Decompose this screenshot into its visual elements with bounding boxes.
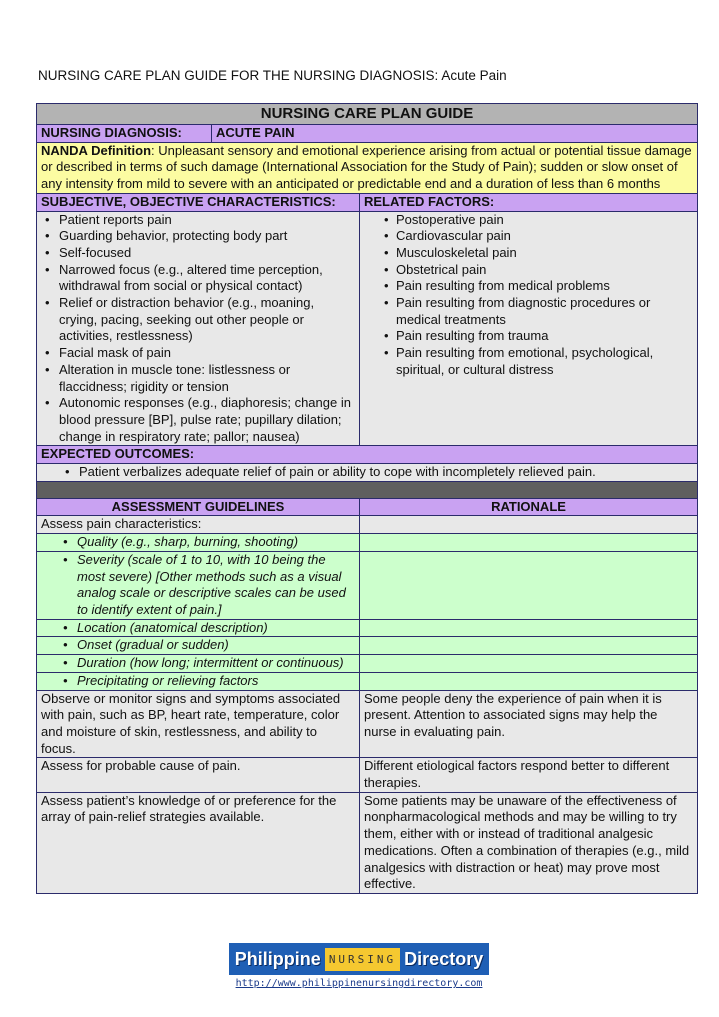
rationale-empty <box>360 516 698 534</box>
outcomes-header: EXPECTED OUTCOMES: <box>37 446 698 464</box>
related-factor-item: • Pain resulting from emotional, psychological, spiritual, or cultural distress <box>364 345 693 378</box>
rationale-empty <box>360 619 698 637</box>
rationale-empty <box>360 672 698 690</box>
characteristics-cell <box>37 211 360 446</box>
pain-characteristic-text: • Precipitating or relieving factors <box>59 673 355 690</box>
rationale-empty <box>360 655 698 673</box>
nanda-definition <box>37 142 698 193</box>
related-factors-header: RELATED FACTORS: <box>360 193 698 211</box>
definition-text: : Unpleasant sensory and emotional experience arising from actual or potential tissue damage or described in terms of such damage (International Association for the Study of Pain); sudden or slow onset of any intensity from mild to severe with an anticipated or predictable end and a duration of less than 6 months <box>41 142 692 192</box>
pain-characteristics-intro: Assess pain characteristics: <box>37 516 360 534</box>
related-factor-item: • Postoperative pain <box>364 212 693 229</box>
related-factors-cell <box>360 211 698 446</box>
characteristic-item: • Alteration in muscle tone: listlessness or flaccidness; rigidity or tension <box>41 362 355 395</box>
rationale-text: Some people deny the experience of pain when it is present. Attention to associated signs may help the nurse in evaluating pain. <box>360 690 698 758</box>
diagnosis-label: NURSING DIAGNOSIS: <box>37 125 212 143</box>
assessment-row <box>37 758 698 792</box>
pain-characteristic-text: • Duration (how long; intermittent or continuous) <box>59 655 355 672</box>
related-factor-item: • Pain resulting from medical problems <box>364 278 693 295</box>
assessment-row <box>37 690 698 758</box>
guide-title: NURSING CARE PLAN GUIDE <box>37 104 698 125</box>
pain-characteristic <box>37 534 360 552</box>
related-factor-item: • Pain resulting from diagnostic procedures or medical treatments <box>364 295 693 328</box>
pain-characteristic-row <box>37 619 698 637</box>
characteristic-item: • Autonomic responses (e.g., diaphoresis; change in blood pressure [BP], pulse rate; pupillary dilation; change in respiratory rate; pallor; nausea) <box>41 395 355 445</box>
rationale-header: RATIONALE <box>360 498 698 516</box>
pain-characteristic-row <box>37 655 698 673</box>
care-plan-table <box>36 103 698 894</box>
characteristic-item: • Patient reports pain <box>41 212 355 229</box>
characteristic-item: • Relief or distraction behavior (e.g., moaning, crying, pacing, seeking out other people or activities, restlessness) <box>41 295 355 345</box>
pain-characteristic <box>37 672 360 690</box>
pain-characteristic <box>37 637 360 655</box>
pain-characteristic-row <box>37 672 698 690</box>
rationale-text: Some patients may be unaware of the effectiveness of nonpharmacological methods and may be willing to try them, either with or instead of traditional analgesic medications. Often a combination of therapies (e.g., mild analgesics with distraction or heat) may prove most effective. <box>360 792 698 893</box>
outcomes-cell <box>37 464 698 482</box>
diagnosis-value: ACUTE PAIN <box>212 125 698 143</box>
related-factor-item: • Cardiovascular pain <box>364 228 693 245</box>
characteristic-item: • Facial mask of pain <box>41 345 355 362</box>
assessment-text: Observe or monitor signs and symptoms associated with pain, such as BP, heart rate, temperature, color and moisture of skin, restlessness, and ability to focus. <box>37 690 360 758</box>
pain-characteristic-text: • Onset (gradual or sudden) <box>59 637 355 654</box>
definition-label: NANDA Definition <box>41 142 152 158</box>
pain-characteristic-text: • Severity (scale of 1 to 10, with 10 being the most severe) [Other methods such as a visual analog scale or descriptive scales can be used to identify extent of pain.] <box>59 552 355 619</box>
characteristic-item: • Narrowed focus (e.g., altered time perception, withdrawal from social or physical contact) <box>41 262 355 295</box>
pain-characteristic-row <box>37 637 698 655</box>
pain-characteristic <box>37 619 360 637</box>
assessment-text: Assess for probable cause of pain. <box>37 758 360 792</box>
rationale-empty <box>360 534 698 552</box>
pain-characteristic-row <box>37 551 698 619</box>
rationale-text: Different etiological factors respond better to different therapies. <box>360 758 698 792</box>
assessment-text: Assess patient’s knowledge of or preference for the array of pain-relief strategies available. <box>37 792 360 893</box>
logo-url[interactable]: http://www.philippinenursingdirectory.com <box>235 978 483 989</box>
characteristic-item: • Self-focused <box>41 245 355 262</box>
document-title: NURSING CARE PLAN GUIDE FOR THE NURSING DIAGNOSIS: Acute Pain <box>38 68 507 83</box>
separator-band <box>37 481 698 498</box>
characteristics-header: SUBJECTIVE, OBJECTIVE CHARACTERISTICS: <box>37 193 360 211</box>
related-factor-item: • Pain resulting from trauma <box>364 328 693 345</box>
assessment-row <box>37 792 698 893</box>
characteristic-item: • Guarding behavior, protecting body part <box>41 228 355 245</box>
philippine-nursing-directory-logo: Philippine NURSING Directory <box>229 943 489 975</box>
assessment-header: ASSESSMENT GUIDELINES <box>37 498 360 516</box>
outcome-item: • Patient verbalizes adequate relief of pain or ability to cope with incompletely relieved pain. <box>61 464 693 481</box>
pain-characteristic-text: • Location (anatomical description) <box>59 620 355 637</box>
rationale-empty <box>360 637 698 655</box>
pain-characteristic-row <box>37 534 698 552</box>
related-factor-item: • Musculoskeletal pain <box>364 245 693 262</box>
pain-characteristic <box>37 655 360 673</box>
pain-characteristic-text: • Quality (e.g., sharp, burning, shooting) <box>59 534 355 551</box>
rationale-empty <box>360 551 698 619</box>
related-factor-item: • Obstetrical pain <box>364 262 693 279</box>
pain-characteristic <box>37 551 360 619</box>
